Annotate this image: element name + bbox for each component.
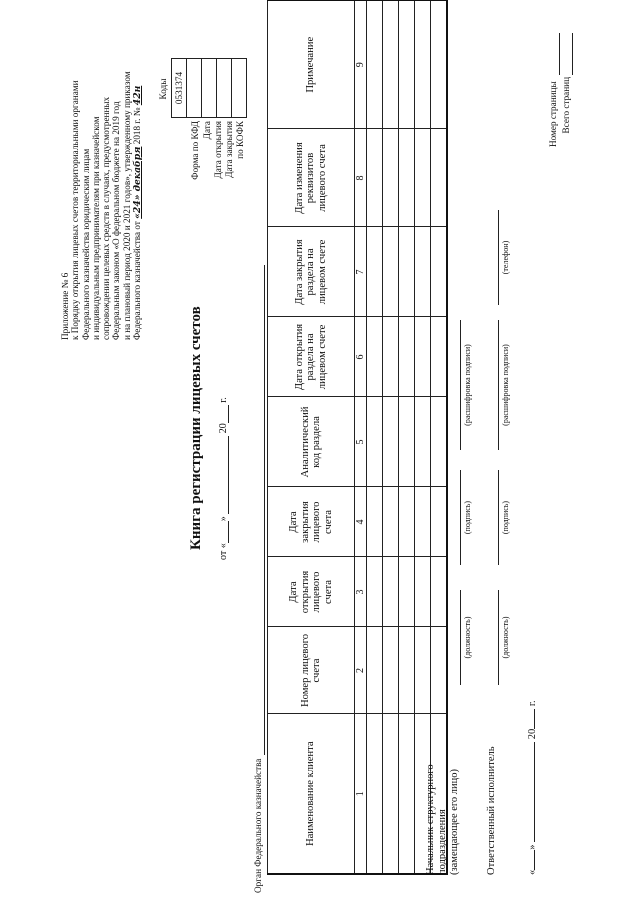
table-cell: [415, 397, 431, 487]
executor-decoding-line: [498, 320, 499, 450]
table-cell: [367, 129, 383, 227]
caption-decoding: (расшифровка подписи): [501, 344, 510, 426]
table-cell: [383, 0, 399, 129]
organ-label: Орган Федерального казначейства: [253, 758, 263, 893]
table-cell: [367, 397, 383, 487]
col-note: Примечание: [268, 0, 355, 129]
open-date-code-cell: [202, 59, 217, 118]
table-cell: [367, 557, 383, 627]
table-cell: [431, 0, 448, 129]
table-cell: [399, 397, 415, 487]
signing-year-suffix: г.: [527, 700, 538, 707]
table-row: [367, 0, 383, 874]
caption-signature: (подпись): [463, 500, 472, 535]
col-change-date: Дата изменения реквизитов лицевого счета: [268, 129, 355, 227]
table-cell: [383, 129, 399, 227]
table-cell: [415, 227, 431, 317]
title-date-line: [218, 397, 229, 560]
table-cell: [399, 227, 415, 317]
table-cell: [415, 557, 431, 627]
table-number-row: [355, 0, 367, 874]
table-row: [383, 0, 399, 874]
table-cell: [399, 627, 415, 714]
order-number-handwritten: 42н: [132, 85, 144, 106]
col-number: 8: [355, 129, 367, 227]
signing-date-close-quote: »: [527, 844, 538, 850]
col-number: 1: [355, 714, 367, 874]
table-cell: [399, 129, 415, 227]
executor-label: Ответственный исполнитель: [486, 746, 497, 875]
page-title: Книга регистрации лицевых счетов: [188, 306, 204, 550]
annex-line: Федеральным законом «О федеральном бюджете на 2019 год: [111, 101, 122, 340]
col-number: 9: [355, 0, 367, 129]
close-date-code-cell: [217, 59, 232, 118]
caption-decoding: (расшифровка подписи): [463, 344, 472, 426]
col-section-open-date: Дата открытия раздела на лицевом счете: [268, 317, 355, 397]
table-cell: [383, 557, 399, 627]
table-cell: [431, 129, 448, 227]
table-cell: [431, 397, 448, 487]
date-close-quote: »: [218, 516, 229, 522]
table-cell: [415, 129, 431, 227]
col-section-close-date: Дата закрытия раздела на лицевом счете: [268, 227, 355, 317]
codes-title: Коды: [158, 78, 168, 100]
close-date-label: Дата закрытия: [224, 121, 234, 178]
signing-date: [527, 700, 539, 875]
table-cell: [399, 557, 415, 627]
table-cell: [399, 487, 415, 557]
date-code-cell: [187, 59, 202, 118]
col-number: 7: [355, 227, 367, 317]
annex-line: Приложение № 6: [60, 272, 70, 340]
col-number: 4: [355, 487, 367, 557]
table-cell: [367, 317, 383, 397]
col-client-name: Наименование клиента: [268, 714, 355, 874]
annex-line: Федерального казначейства юридическим лицам: [80, 148, 91, 340]
order-prefix: Федерального казначейства от: [132, 218, 143, 340]
month-blank: [228, 436, 229, 514]
table-cell: [399, 0, 415, 129]
open-date-label: Дата открытия: [213, 121, 223, 179]
table-cell: [415, 317, 431, 397]
caption-position: (должность): [501, 616, 510, 659]
table-cell: [383, 317, 399, 397]
order-year: 2018 г. №: [132, 105, 143, 147]
col-account-open-date: Дата открытия лицевого счета: [268, 557, 355, 627]
head-signatory-label: [425, 735, 461, 875]
caption-phone: (телефон): [501, 240, 510, 275]
executor-phone-line: [498, 210, 499, 305]
signing-day-blank: [534, 850, 535, 870]
col-number: 3: [355, 557, 367, 627]
table-cell: [431, 627, 448, 714]
table-header-row: [268, 0, 355, 874]
year-suffix: г.: [218, 397, 229, 403]
head-label-line: Начальник структурного: [425, 764, 436, 875]
signing-year-prefix: 20: [527, 728, 538, 740]
table-cell: [431, 317, 448, 397]
head-label-line: подразделения: [437, 809, 448, 875]
page-number-label: Номер страницы: [548, 81, 558, 147]
caption-signature: (подпись): [501, 500, 510, 535]
date-label: Дата: [202, 121, 212, 140]
col-number: 2: [355, 627, 367, 714]
kofk-label: по КОФК: [235, 121, 245, 159]
executor-signature-line: [498, 470, 499, 565]
okud-label: Форма по КФД: [190, 121, 200, 180]
head-signature-line: [460, 470, 461, 565]
caption-position: (должность): [463, 616, 472, 659]
head-position-line: [460, 590, 461, 685]
table-cell: [415, 487, 431, 557]
table-cell: [383, 397, 399, 487]
annex-line: к Порядку открытия лицевых счетов территориальными органами: [70, 80, 81, 340]
total-pages-line: [572, 33, 573, 75]
table-cell: [367, 487, 383, 557]
table-cell: [383, 487, 399, 557]
col-account-number: Номер лицевого счета: [268, 627, 355, 714]
table-cell: [415, 0, 431, 129]
table-cell: [367, 714, 383, 874]
signing-month-blank: [534, 742, 535, 842]
col-account-close-date: Дата закрытия лицевого счета: [268, 487, 355, 557]
table-cell: [399, 714, 415, 874]
table-row: [399, 0, 415, 874]
table-cell: [383, 627, 399, 714]
kofk-code-cell: [232, 59, 247, 118]
page-number-line: [559, 33, 560, 75]
signing-year-blank: [534, 709, 535, 729]
head-label-line: (замещающее его лицо): [449, 768, 460, 875]
table-cell: [431, 227, 448, 317]
col-number: 6: [355, 317, 367, 397]
col-analytic-code: Аналитический код раздела: [268, 397, 355, 487]
table-cell: [415, 627, 431, 714]
register-table: [267, 0, 448, 875]
annex-header: [60, 40, 143, 340]
day-blank: [228, 521, 229, 543]
table-cell: [367, 227, 383, 317]
table-cell: [383, 227, 399, 317]
table-cell: [367, 0, 383, 129]
signing-date-open-quote: «: [527, 869, 538, 875]
executor-position-line: [498, 590, 499, 685]
annex-line-order: [132, 40, 143, 340]
annex-line: сопровождении целевых средств в случаях, предусмотренных: [101, 96, 112, 340]
total-pages-label: Всего страниц: [561, 77, 571, 134]
codes-grid: [171, 58, 247, 118]
table-cell: [431, 557, 448, 627]
table-cell: [399, 317, 415, 397]
table-cell: [431, 487, 448, 557]
date-open-quote: от «: [218, 543, 229, 560]
annex-line: и индивидуальным предпринимателям при казначейском: [90, 116, 101, 340]
annex-line: и на плановый период 2020 и 2021 годов», утвержденному приказом: [121, 71, 132, 340]
okud-code-cell: 0531374: [172, 59, 187, 118]
year-blank: [228, 405, 229, 423]
codes-labels: [188, 121, 246, 245]
head-decoding-line: [460, 320, 461, 450]
year-prefix: 20: [218, 423, 229, 434]
table-cell: [367, 627, 383, 714]
table-cell: [383, 714, 399, 874]
organ-blank-line: [264, 265, 265, 755]
order-date-handwritten: «24» декабря: [132, 146, 144, 219]
col-number: 5: [355, 397, 367, 487]
